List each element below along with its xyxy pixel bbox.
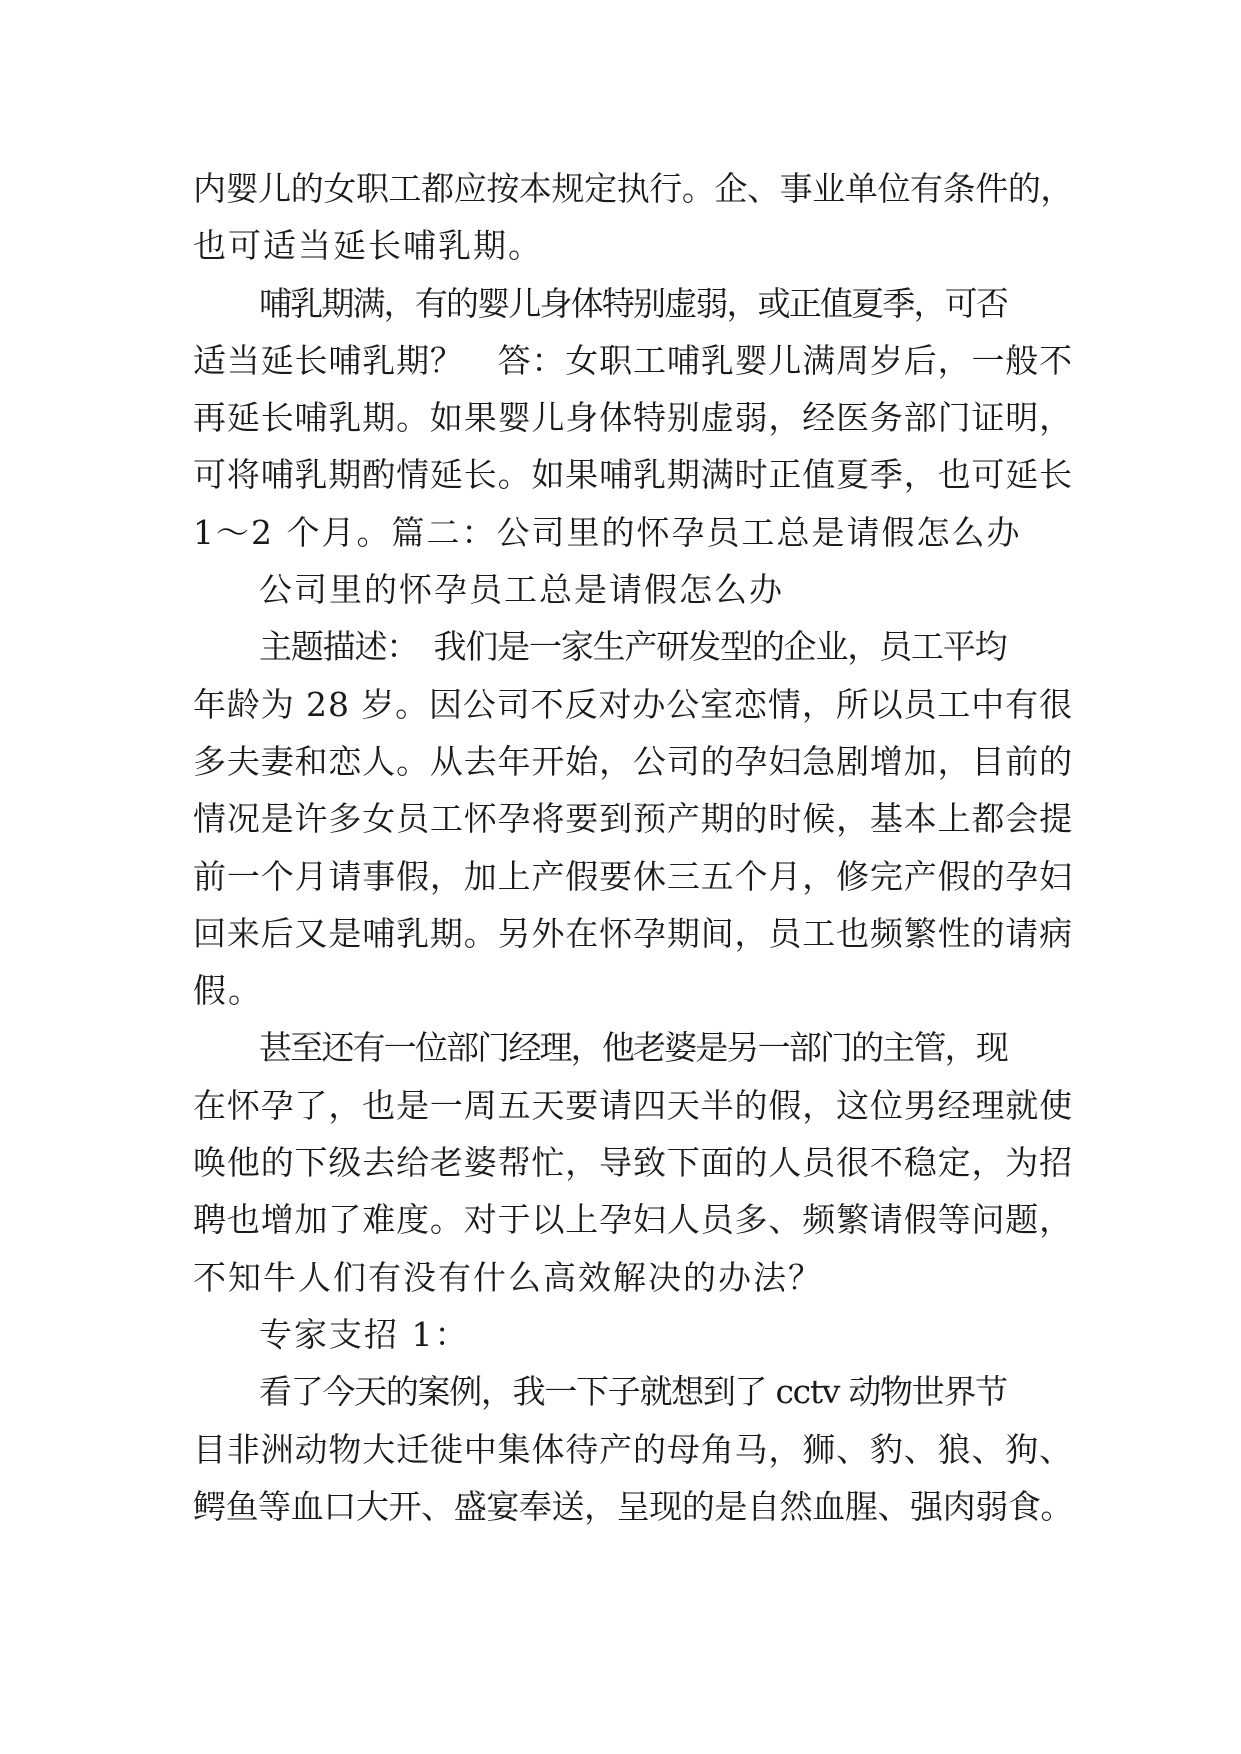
text-line: 假。 [193,971,263,1011]
text-line: 回来后又是哺乳期。另外在怀孕期间，员工也频繁性的请病 [193,913,1073,953]
text-line: 在怀孕了，也是一周五天要请四天半的假，这位男经理就使 [193,1085,1073,1125]
text-line: 目非洲动物大迁徙中集体待产的母角马，狮、豹、狼、狗、 [193,1429,1073,1469]
paragraph [193,1363,1073,1535]
paragraph [193,561,1073,618]
text-line: 聘也增加了难度。对于以上孕妇人员多、频繁请假等问题， [193,1200,1073,1240]
text-line: 甚至还有一位部门经理，他老婆是另一部门的主管，现 [259,1028,1008,1068]
text-line: 不知牛人们有没有什么高效解决的办法？ [193,1257,823,1297]
paragraph [193,1019,1073,1305]
text-line: 多夫妻和恋人。从去年开始，公司的孕妇急剧增加，目前的 [193,741,1073,781]
paragraph [193,275,1073,561]
document-body [193,160,1073,1535]
text-line: 公司里的怀孕员工总是请假怎么办 [259,570,784,610]
text-line: 哺乳期满，有的婴儿身体特别虚弱，或正值夏季，可否 [259,283,1008,323]
text-line: 看了今天的案例，我一下子就想到了 cctv 动物世界节 [259,1372,1007,1412]
paragraph [193,618,1073,1019]
text-line: 唤他的下级去给老婆帮忙，导致下面的人员很不稳定，为招 [193,1143,1073,1183]
text-line: 1～2 个月。篇二：公司里的怀孕员工总是请假怎么办 [193,512,1022,552]
text-line: 适当延长哺乳期？ 答：女职工哺乳婴儿满周岁后，一般不 [193,340,1073,380]
paragraph [193,1306,1073,1363]
text-line: 前一个月请事假，加上产假要休三五个月，修完产假的孕妇 [193,856,1073,896]
text-line: 也可适当延长哺乳期。 [193,226,543,266]
paragraph [193,160,1073,275]
text-line: 主题描述： 我们是一家生产研发型的企业，员工平均 [259,627,1007,667]
text-line: 鳄鱼等血口大开、盛宴奉送，呈现的是自然血腥、强肉弱食。 [193,1486,1074,1526]
text-line: 再延长哺乳期。如果婴儿身体特别虚弱，经医务部门证明， [193,398,1073,438]
text-line: 年龄为 28 岁。因公司不反对办公室恋情，所以员工中有很 [193,684,1073,724]
text-line: 情况是许多女员工怀孕将要到预产期的时候，基本上都会提 [193,799,1073,839]
text-line: 专家支招 1： [259,1314,470,1354]
text-line: 内婴儿的女职工都应按本规定执行。企、事业单位有条件的， [193,169,1074,208]
text-line: 可将哺乳期酌情延长。如果哺乳期满时正值夏季，也可延长 [193,455,1073,495]
